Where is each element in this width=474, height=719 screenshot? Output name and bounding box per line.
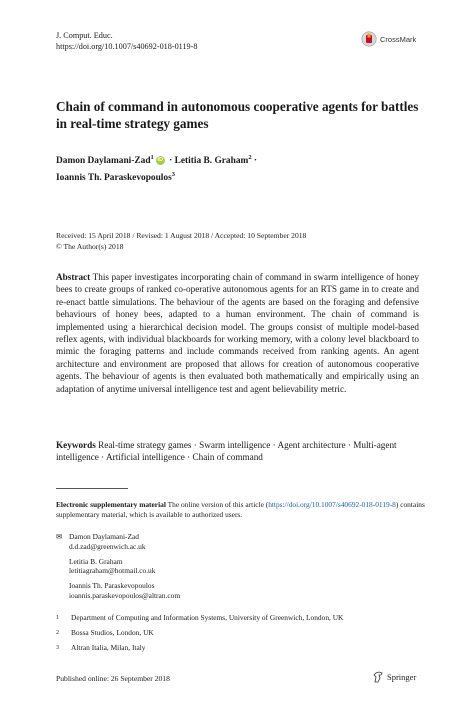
author-separator: · — [253, 156, 258, 167]
contact-email[interactable]: letitiagraham@hotmail.co.uk — [69, 566, 156, 576]
crossmark-icon — [361, 31, 377, 47]
abstract-text: This paper investigates incorporating chain of command in swarm intelligence of honey bees to create groups of ranked co-operative autonomous agents for an RTS game in to create and re-enact battle simulations. The behaviour of the agents are based on the foraging and defensive behaviours of honey bees, adapted to a human environment. The chain of command is implemented using a hierarchical decision model. The groups consist of multiple model-based reflex agents, with individual blackboards for working memory, with a colony level blackboard to mimic the foraging patterns and include commands received from ranking agents. An agent architecture and environment are proposed that allows for creation of autonomous cooperative agents. The behaviour of agents is then evaluated both mathematically and empirically using an adaptation of anytime universal intelligence test and agent believability metric. — [56, 272, 419, 394]
affiliation-2 — [56, 628, 154, 638]
paper-title: Chain of command in autonomous cooperative agents for battles in real-time strategy games — [56, 99, 419, 131]
crossmark-label: CrossMark — [380, 34, 417, 44]
article-dates — [56, 231, 306, 252]
affiliation-number: 3 — [56, 645, 59, 651]
footnote-divider — [56, 488, 128, 489]
esm-text-pre: The online version of this article ( — [167, 500, 269, 509]
contact-entry — [56, 581, 180, 601]
copyright-notice: © The Author(s) 2018 — [56, 241, 124, 251]
affiliation-number: 2 — [56, 630, 59, 636]
keywords-text: Real-time strategy games · Swarm intelligence · Agent architecture · Multi-agent intelligence · Artificial intelligence · Chain of command — [56, 440, 397, 463]
springer-logo — [373, 671, 416, 683]
contact-name: Letitia B. Graham — [69, 556, 123, 566]
abstract-section — [56, 271, 419, 395]
author-separator: · — [169, 156, 173, 167]
author-affiliation-number: 3 — [171, 171, 175, 179]
author-affiliation-number: 1 — [150, 154, 154, 161]
supplementary-note — [56, 500, 426, 520]
affiliation-text: Department of Computing and Information Systems, University of Greenwich, London, UK — [71, 613, 344, 622]
esm-label: Electronic supplementary material — [56, 500, 166, 509]
contact-name: Damon Daylamani-Zad — [69, 532, 139, 541]
contact-block — [56, 532, 180, 601]
published-online-date: Published online: 26 September 2018 — [56, 674, 170, 683]
springer-horse-icon — [373, 671, 384, 683]
affiliation-text: Bossa Studios, London, UK — [71, 628, 154, 637]
contact-name: Ioannis Th. Paraskevopoulos — [69, 581, 155, 591]
affiliation-1 — [56, 613, 343, 623]
publisher-name: Springer — [387, 672, 417, 682]
author-name: Letitia B. Graham — [174, 156, 249, 167]
author-name: Ioannis Th. Paraskevopoulos — [56, 173, 172, 184]
author-affiliation-number: 2 — [248, 154, 252, 161]
orcid-icon[interactable]: iD — [157, 157, 164, 164]
affiliation-text: Altran Italia, Milan, Italy — [71, 643, 146, 652]
crossmark-badge[interactable] — [361, 31, 416, 47]
envelope-icon: ✉ — [56, 532, 63, 541]
esm-text-post: ) contains supplementary material, which is available to authorized users. — [56, 500, 425, 519]
affiliation-3 — [56, 643, 146, 653]
contact-entry — [56, 557, 180, 577]
contact-email[interactable]: ioannis.paraskevopoulos@altran.com — [69, 590, 181, 600]
keywords-label: Keywords — [56, 440, 96, 450]
journal-name: J. Comput. Educ. — [56, 31, 113, 40]
author-list — [56, 151, 436, 185]
history-dates: Received: 15 April 2018 / Revised: 1 August 2018 / Accepted: 10 September 2018 — [56, 231, 307, 240]
journal-header — [56, 30, 197, 52]
author-name: Damon Daylamani-Zad — [56, 156, 151, 167]
abstract-label: Abstract — [56, 272, 91, 282]
article-doi[interactable]: https://doi.org/10.1007/s40692-018-0119-8 — [56, 42, 198, 51]
contact-entry — [56, 532, 180, 552]
esm-link[interactable]: https://doi.org/10.1007/s40692-018-0119-8 — [268, 500, 396, 509]
affiliation-number: 1 — [56, 615, 59, 621]
contact-email[interactable]: d.d.zad@greenwich.ac.uk — [69, 541, 146, 551]
keywords-section — [56, 439, 419, 464]
